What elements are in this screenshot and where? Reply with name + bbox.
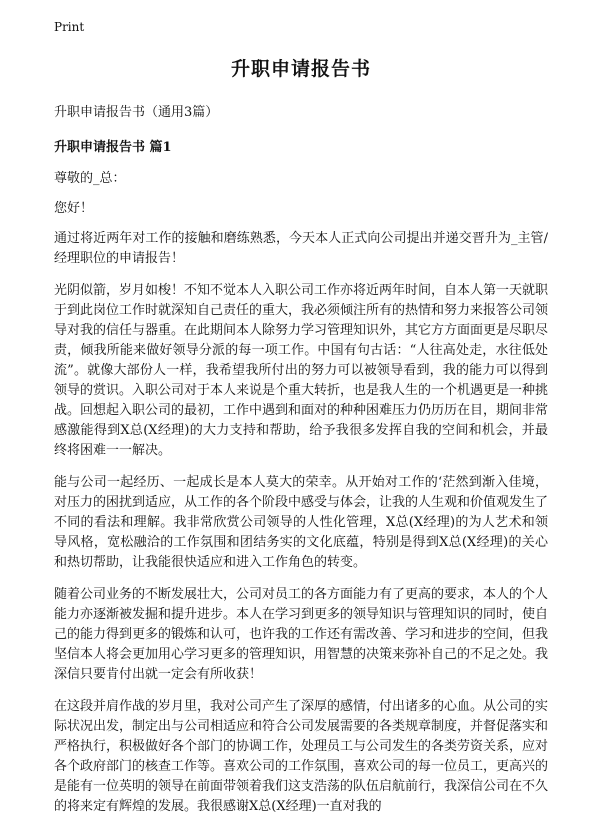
print-link[interactable]: Print	[54, 20, 85, 34]
paragraph-3: 能与公司一起经历、一起成长是本人莫大的荣幸。从开始对工作的‘茫然到渐入佳境，对压力的困扰到适应，从工作的各个阶段中感受与体会，让我的人生观和价值观发生了不同的看法和理解。我非常欣赏公司领导的人性化管理，X总(X经理)的为人艺术和领导风格，宽松融洽的工作氛围和团结务实的文化底蕴，特别是得到X总(X经理)的关心和热切帮助，让我能很快适应和进入工作角色的转变。	[54, 475, 549, 570]
paragraph-1: 通过将近两年对工作的接触和磨练熟悉，今天本人正式向公司提出并递交晋升为_主管/经理职位的申请报告！	[54, 231, 548, 266]
paragraph-2: 光阴似箭，岁月如梭！不知不觉本人入职公司工作亦将近两年时间，自本人第一天就职于到此岗位工作时就深知自己责任的重大，我必须倾注所有的热情和努力来报答公司领导对我的信任与器重。在此期间本人除努力学习管理知识外，其它方方面面更是尽职尽责，倾我所能来做好领导分派的每一项工作。中国有句古话：“人往高处走，水往低处流”。就像大部份人一样，我希望我所付出的努力可以被领导看到，我的能力可以得到领导的赏识。入职公司对于本人来说是个重大转折，也是我人生的一个机遇更是一种挑战。回想起入职公司的最初，工作中遇到和面对的种种困难压力仍历历在目，期间非常感激能得到X总(X经理)的大力支持和帮助，给予我很多发挥自我的空间和机会，并最终将困难一一解决。	[54, 283, 549, 458]
greeting: 您好！	[54, 201, 94, 216]
paragraph-4: 随着公司业务的不断发展壮大，公司对员工的各方面能力有了更高的要求，本人的个人能力亦逐渐被发掘和提升进步。本人在学习到更多的领导知识与管理知识的同时，使自己的能力得到更多的锻炼和认可，也许我的工作还有需改善、学习和进步的空间，但我坚信本人将会更加用心学习更多的管理知识，用智慧的决策来弥补自己的不足之处。我深信只要肯付出就一定会有所收获！	[54, 587, 549, 682]
section-heading: 升职申请报告书 篇1	[54, 140, 172, 155]
document-page	[54, 50, 548, 829]
paragraph-5: 在这段并肩作战的岁月里，我对公司产生了深厚的感情，付出诸多的心血。从公司的实际状况出发，制定出与公司相适应和符合公司发展需要的各类规章制度，并督促落实和严格执行，积极做好各个部门的协调工作，处理员工与公司发生的各类劳资关系，应对各个政府部门的核查工作等。喜欢公司的工作氛围，喜欢公司的每一位员工，更高兴的是能有一位英明的领导在前面带领着我们这支浩荡的队伍启航前行，我深信公司在不久的将来定有辉煌的发展。我很感谢X总(X经理)一直对我的	[54, 699, 549, 814]
document-title: 升职申请报告书	[230, 58, 371, 80]
document-subtitle: 升职申请报告书（通用3篇）	[54, 105, 219, 120]
salutation: 尊敬的_总：	[54, 171, 126, 186]
